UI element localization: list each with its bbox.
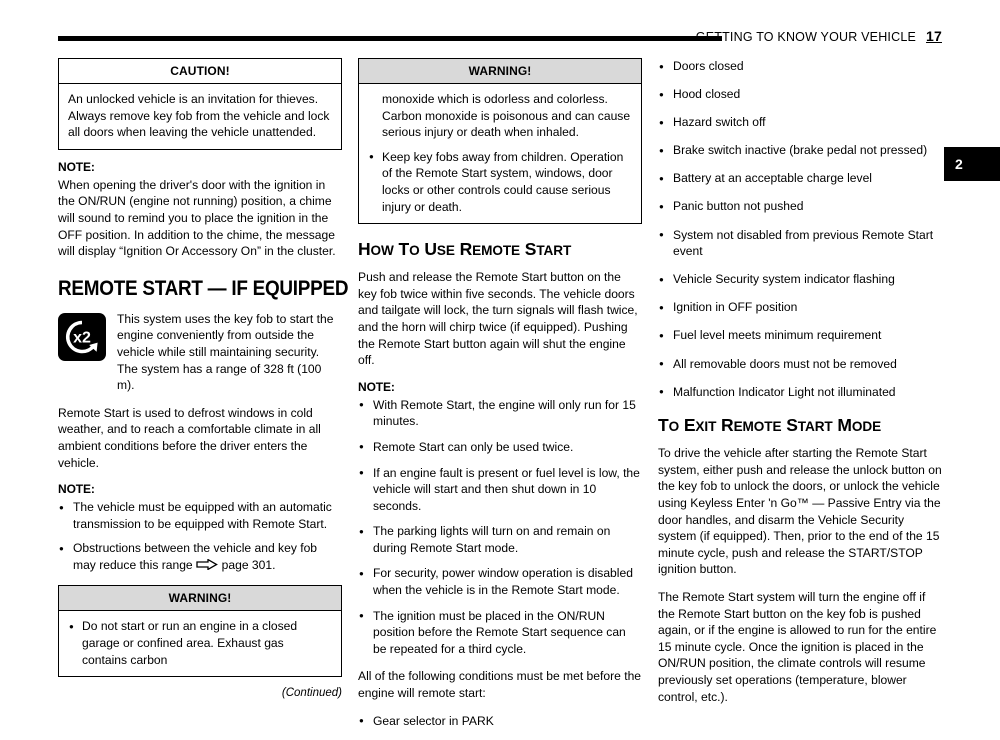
list-item: ● With Remote Start, the engine will only run for 15 minutes. bbox=[358, 397, 642, 430]
middle-column bbox=[358, 58, 642, 740]
list-item: ● If an engine fault is present or fuel level is low, the vehicle will start and then shut down in 10 seconds. bbox=[358, 465, 642, 515]
continued-label: (Continued) bbox=[281, 687, 342, 700]
section-heading-how-to-use bbox=[358, 239, 642, 260]
caution-box bbox=[58, 58, 342, 150]
list-item bbox=[58, 540, 342, 574]
chapter-tab-number: 2 bbox=[955, 156, 963, 172]
section-heading-to-exit bbox=[658, 415, 942, 436]
note-label-2: NOTE: bbox=[58, 482, 95, 497]
right-column bbox=[658, 58, 942, 705]
list-item: ● The parking lights will turn on and remain on during Remote Start mode. bbox=[358, 523, 642, 556]
caution-box-body bbox=[59, 84, 341, 149]
conditions-intro: All of the following conditions must be met before the engine will remote start: bbox=[358, 669, 642, 701]
conditions-list-start bbox=[358, 713, 642, 730]
to-exit-paragraph-1: To drive the vehicle after starting the Remote Start system, either push and release the unlock button on the key fob to unlock the doors, or unlock the vehicle using Keyless Enter 'n Go™ — Passive Entry via the door handles, and disarm the Vehicle Security system (if equipped). Then, prior to the end of the 15 minute cycle, push and release the START/STOP ignition button. bbox=[658, 446, 942, 577]
svg-text:x2: x2 bbox=[73, 329, 91, 347]
list-item: ● Hazard switch off bbox=[658, 114, 942, 131]
header-rule bbox=[58, 36, 722, 41]
conditions-list-continued bbox=[658, 58, 942, 400]
page-reference-text: page 301. bbox=[221, 557, 276, 572]
list-item: ● For security, power window operation is disabled when the vehicle is in the Remote Start mode. bbox=[358, 565, 642, 598]
left-column bbox=[58, 58, 349, 700]
warning-box-left-body bbox=[59, 611, 341, 676]
list-item: ● Malfunction Indicator Light not illuminated bbox=[658, 384, 942, 401]
list-item: ● Battery at an acceptable charge level bbox=[658, 170, 942, 187]
caution-box-text: An unlocked vehicle is an invitation for thieves. Always remove key fob from the vehicle and lock all doors when leaving the vehicle unattended. bbox=[68, 92, 330, 140]
page-reference-arrow-icon bbox=[196, 558, 218, 575]
list-item: ● Hood closed bbox=[658, 86, 942, 103]
running-header bbox=[696, 28, 942, 44]
section-heading-how-to-use-text: HOW TO USE REMOTE START bbox=[358, 239, 572, 260]
warning-box-continued-body bbox=[359, 84, 641, 223]
page-number: 17 bbox=[926, 28, 942, 44]
list-item: ● Ignition in OFF position bbox=[658, 299, 942, 316]
list-item: ● The vehicle must be equipped with an automatic transmission to be equipped with Remote Start. bbox=[58, 499, 342, 532]
list-item: ● Do not start or run an engine in a closed garage or confined area. Exhaust gas contains carbon bbox=[68, 618, 332, 668]
list-item: ● Fuel level meets minimum requirement bbox=[658, 327, 942, 344]
warning-box-left-list bbox=[68, 618, 332, 668]
how-to-use-paragraph: Push and release the Remote Start button on the key fob twice within five seconds. The vehicle doors and tailgate will lock, the turn signals will flash twice, and the horn will chirp twice (if equipped). Pushing the Remote Start button again will shut the engine off. bbox=[358, 270, 638, 368]
note-label-1: NOTE: bbox=[58, 159, 95, 174]
remote-start-intro bbox=[58, 311, 342, 394]
remote-start-paragraph-2: Remote Start is used to defrost windows in cold weather, and to reach a comfortable climate in all ambient conditions before the driver enters the vehicle. bbox=[58, 405, 321, 470]
list-item: ● All removable doors must not be removed bbox=[658, 356, 942, 373]
warning-box-left-heading: WARNING! bbox=[59, 586, 341, 611]
list-item: ● Panic button not pushed bbox=[658, 198, 942, 215]
warning-box-left bbox=[58, 585, 342, 677]
caution-box-heading: CAUTION! bbox=[59, 59, 341, 84]
section-heading-remote-start: REMOTE START — IF EQUIPPED bbox=[58, 275, 349, 300]
note-label-middle: NOTE: bbox=[358, 379, 395, 394]
list-item: ● Vehicle Security system indicator flashing bbox=[658, 271, 942, 288]
remote-start-note-list bbox=[58, 499, 342, 574]
header-title-text: GETTING TO KNOW YOUR VEHICLE bbox=[695, 30, 917, 44]
list-item-text: Obstructions between the vehicle and key fob may reduce this range bbox=[73, 541, 318, 572]
list-item: ● Remote Start can only be used twice. bbox=[358, 439, 642, 456]
list-item: ● System not disabled from previous Remote Start event bbox=[658, 227, 942, 260]
list-item: ● Keep key fobs away from children. Operation of the Remote Start system, windows, door locks or other controls could cause serious injury or death. bbox=[368, 149, 632, 215]
note-paragraph-1: When opening the driver's door with the ignition in the ON/RUN (engine not running) position, a chime will sound to remind you to place the ignition in the OFF position. In addition to the chime, the message will display “Ignition Or Accessory On” in the cluster. bbox=[58, 177, 336, 259]
to-exit-paragraph-2: The Remote Start system will turn the engine off if the Remote Start button on the key fob is pushed again, or if the engine is allowed to run for the entire 15 minute cycle. Once the ignition is placed in the ON/RUN position, the climate controls will resume previously set operations (temperature, blower control, etc.). bbox=[658, 589, 937, 704]
chapter-tab bbox=[944, 147, 1000, 181]
list-item: ● The ignition must be placed in the ON/RUN position before the Remote Start sequence can be repeated for a third cycle. bbox=[358, 608, 642, 658]
x2-repeat-icon bbox=[58, 313, 106, 361]
warning-box-continued bbox=[358, 58, 642, 224]
page-header bbox=[0, 0, 1000, 48]
list-item: ● Gear selector in PARK bbox=[358, 713, 642, 730]
remote-start-intro-text: This system uses the key fob to start the engine conveniently from outside the vehicle while still maintaining security. The system has a range of 328 ft (100 m). bbox=[117, 311, 334, 393]
warning-box-continued-heading: WARNING! bbox=[359, 59, 641, 84]
section-heading-to-exit-text: TO EXIT REMOTE START MODE bbox=[658, 415, 882, 436]
how-to-use-note-list bbox=[358, 397, 642, 658]
list-item: ● Doors closed bbox=[658, 58, 942, 75]
warning-box-continued-list bbox=[368, 149, 632, 215]
warning-continuation-text: monoxide which is odorless and colorless. Carbon monoxide is poisonous and can cause serious injury or death when inhaled. bbox=[382, 92, 631, 140]
list-item: ● Brake switch inactive (brake pedal not pressed) bbox=[658, 142, 942, 159]
